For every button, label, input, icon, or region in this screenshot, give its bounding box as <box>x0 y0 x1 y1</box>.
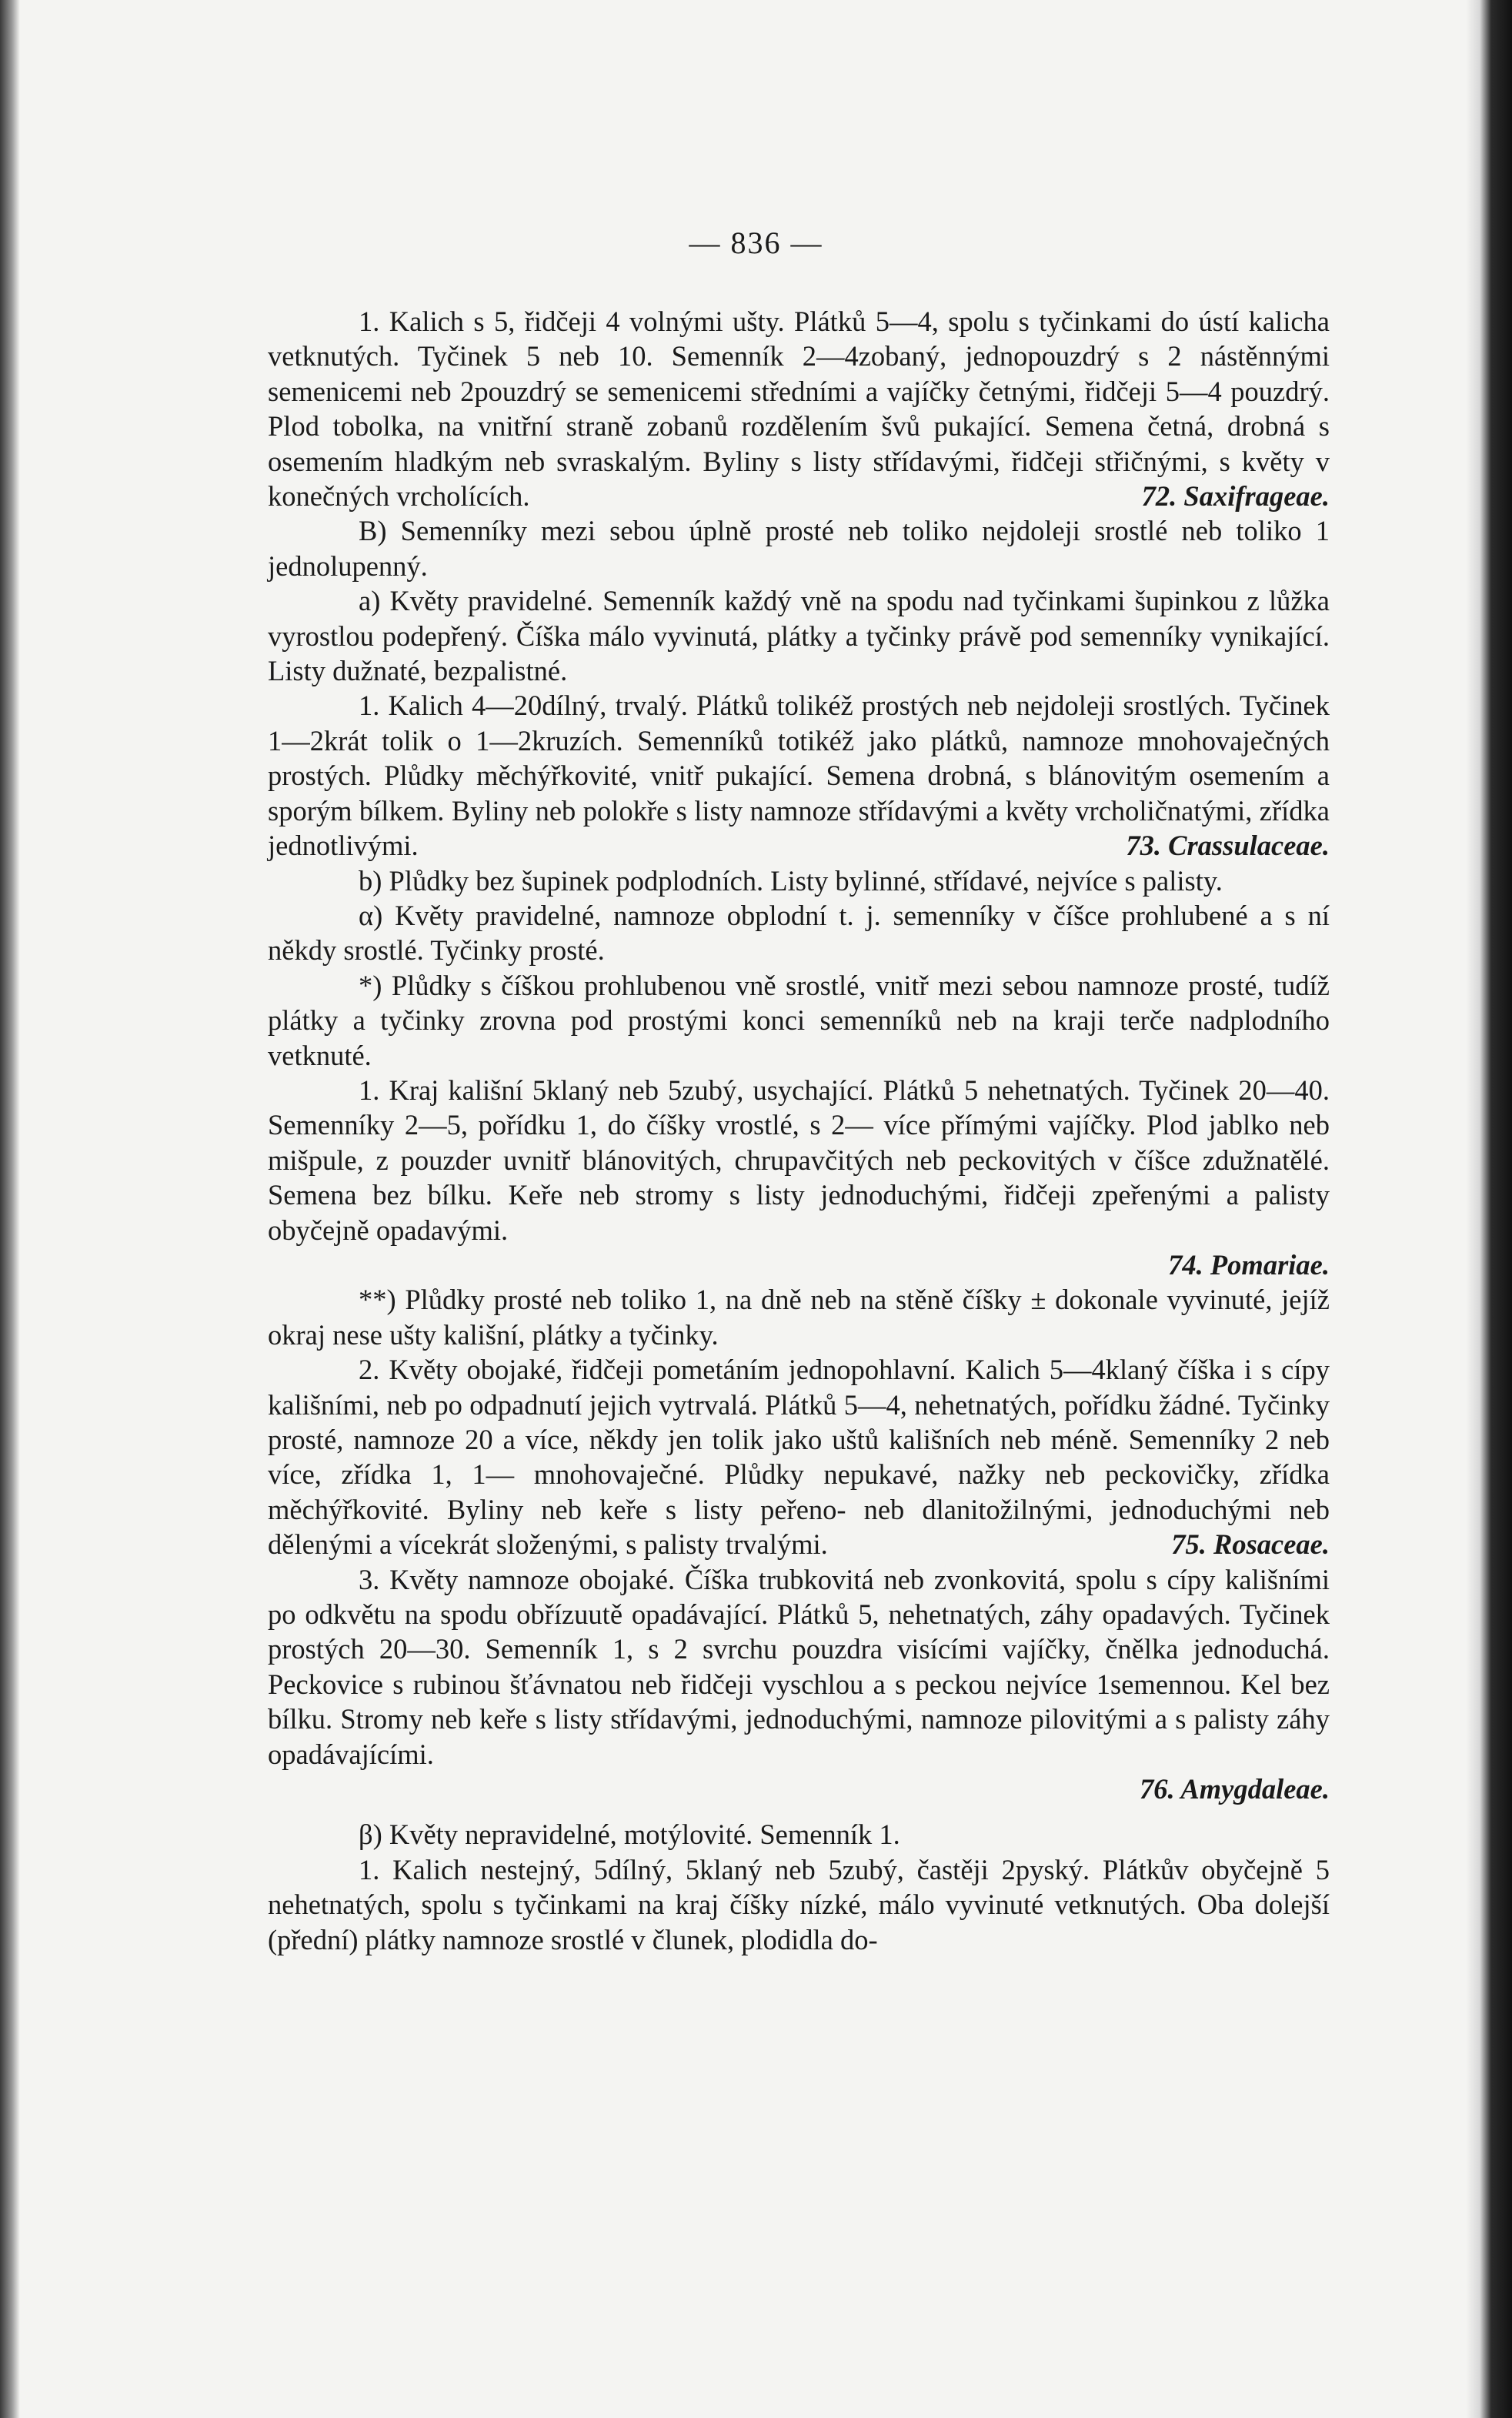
page-number: — 836 — <box>689 225 823 260</box>
family-heading-pomariae: 74. Pomariae. <box>1168 1248 1330 1281</box>
paragraph-double-star: **) Plůdky prosté neb toliko 1, na dně neb na stěně číšky ± dokonale vyvinuté, jejíž okraj nese ušty kališní, plátky a tyčinky. <box>268 1284 1330 1351</box>
paragraph-final: 1. Kalich nestejný, 5dílný, 5klaný neb 5zubý, častěji 2pyský. Plátkův obyčejně 5 nehetnatých, spolu s tyčinkami na kraj číšky nízké, málo vyvinuté vetknutých. Oba dolejší (přední) plátky namnoze srostlé v člunek, plodidla do- <box>268 1853 1330 1955</box>
paragraph-b: b) Plůdky bez šupinek podplodních. Listy bylinné, střídavé, nejvíce s palisty. <box>359 864 1223 897</box>
family-line-amygdaleae <box>268 1772 1330 1806</box>
scan-right-edge <box>1466 0 1512 2418</box>
paragraph-B: B) Semenníky mezi sebou úplně prosté neb toliko nejdoleji srostlé neb toliko 1 jednolupenný. <box>268 515 1330 582</box>
family-heading-crassulaceae: 73. Crassulaceae. <box>1126 830 1330 862</box>
paragraph-text: 2. Květy obojaké, řidčeji pometáním jednopohlavní. Kalich 5—4klaný číška i s cípy kališními, neb po odpadnutí jejich vytrvalá. Plátků 5—4, nehetnatých, pořídku žádné. Tyčinky prosté, namnoze 20 a více, někdy jen tolik jako uštů kališních neb méně. Semenníky 2 neb více, zřídka 1, 1— mnohovaječné. Plůdky nepukavé, nažky neb peckovičky, zřídka měchýřkovité. Byliny neb keře s listy peřeno- neb dlanitožilnými, jednoduchými neb dělenými a vícekrát složenými, s palisty trvalými. <box>268 1354 1330 1561</box>
paragraph-text: 1. Kalich 4—20dílný, trvalý. Plátků tolikéž prostých neb nejdoleji srostlých. Tyčinek 1—2krát tolik o 1—2kruzích. Semenníků totikéž jako plátků, namnoze mnohovaječných prostých. Plůdky měchýřkovité, vnitř pukající. Semena drobná, s blánovitým osemením a sporým bílkem. Byliny neb polokře s listy namnoze střídavými a květy vrcholičnatými, zřídka jednotlivými. <box>268 690 1330 862</box>
paragraph-crassulaceae <box>268 688 1330 863</box>
paragraph-alpha: α) Květy pravidelné, namnoze obplodní t. j. semenníky v číšce prohlubené a s ní někdy srostlé. Tyčinky prosté. <box>268 899 1330 967</box>
family-line-pomariae <box>268 1247 1330 1282</box>
family-heading-rosaceae: 75. Rosaceae. <box>1171 1528 1330 1561</box>
paragraph-beta: β) Květy nepravidelné, motýlovité. Semenník 1. <box>359 1819 900 1851</box>
paragraph-saxifrageae <box>268 304 1330 513</box>
paragraph-a: a) Květy pravidelné. Semenník každý vně na spodu nad tyčinkami šupinkou z lůžka vyrostlou podepřený. Číška málo vyvinutá, plátky a tyčinky právě pod semenníky vynikající. Listy dužnaté, bezpalistné. <box>268 585 1330 687</box>
paragraph-amygdaleae-text: 3. Květy namnoze obojaké. Číška trubkovitá neb zvonkovitá, spolu s cípy kališními po odkvětu na spodu obřízuutě opadávající. Plátků 5, nehetnatých, záhy opadavých. Tyčinek prostých 20—30. Semenník 1, s 2 svrchu pouzdra visícími vajíčky, čnělka jednoduchá. Peckovice s rubinou šťávnatou neb řidčeji vyschlou a s peckou nejvíce 1semennou. Kel bez bílku. Stromy neb keře s listy střídavými, jednoduchými, namnoze pilovitými a s palisty záhy opadávajícími. <box>268 1563 1330 1770</box>
family-heading-saxifrageae: 72. Saxifrageae. <box>1141 480 1330 513</box>
family-heading-amygdaleae: 76. Amygdaleae. <box>1140 1773 1330 1805</box>
paragraph-text: 1. Kalich s 5, řidčeji 4 volnými ušty. Plátků 5—4, spolu s tyčinkami do ústí kalicha vetknutých. Tyčinek 5 neb 10. Semenník 2—4zobaný, jednopouzdrý s 2 nástěnnými semenicemi neb 2pouzdrý se semenicemi středními a vajíčky četnými, řidčeji 5—4 pouzdrý. Plod tobolka, na vnitřní straně zobanů rozdělením švů pukající. Semena četná, drobná s osemením hladkým neb svraskalým. Byliny s listy střídavými, řidčeji střičnými, s květy v konečných vrcholících. <box>268 306 1330 513</box>
paragraph-star: *) Plůdky s číškou prohlubenou vně srostlé, vnitř mezi sebou namnoze prosté, tudíž plátky a tyčinky zrovna pod prostými konci semenníků neb na kraji terče nadplodního vetknuté. <box>268 969 1330 1071</box>
paragraph-rosaceae <box>268 1352 1330 1561</box>
scan-left-edge <box>0 0 20 2418</box>
paragraph-pomariae-text: 1. Kraj kališní 5klaný neb 5zubý, usychající. Plátků 5 nehetnatých. Tyčinek 20—40. Semenníky 2—5, pořídku 1, do číšky vrostlé, s 2— více přímými vajíčky. Plod jablko neb mišpule, z pouzder uvnitř blánovitých, chrupavčitých neb peckovitých v číšce zdužnatělé. Semena bez bílku. Keře neb stromy s listy jednoduchými, řidčeji zpeřenými a palisty obyčejně opadavými. <box>268 1074 1330 1246</box>
body-text <box>268 304 1330 1957</box>
